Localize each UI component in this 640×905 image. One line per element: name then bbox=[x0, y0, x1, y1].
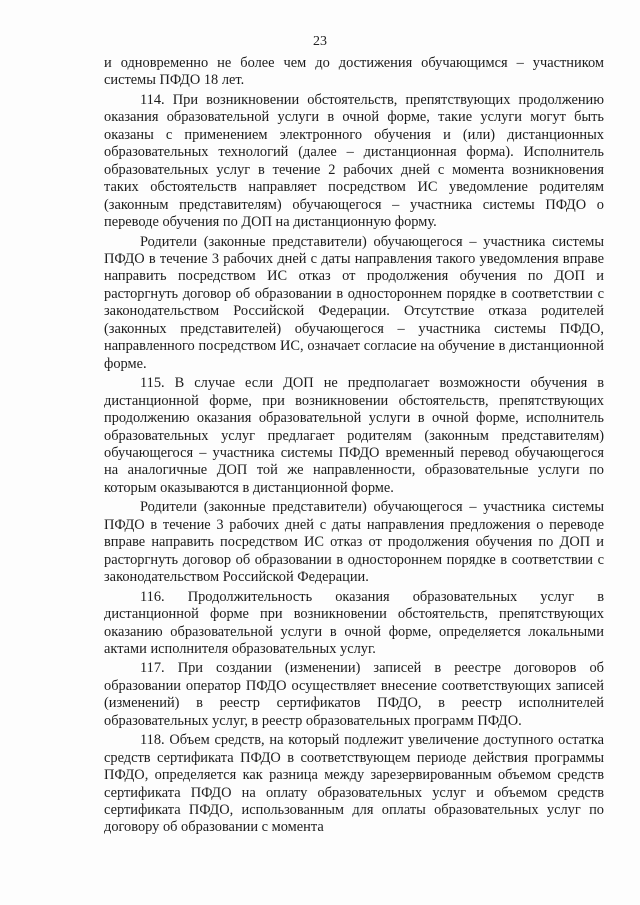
page-number: 23 bbox=[313, 34, 327, 49]
paragraph-115: 115. В случае если ДОП не предполагает возможности обучения в дистанционной форме, при возникновении обстоятельств, препятствующих продолжению оказания образовательной услуги в очной форме, исполнитель образовательных услуг предлагает родителям (законным представителям) обучающегося – участника системы ПФДО временный перевод обучающегося на аналогичные ДОП той же направленности, образовательные услуги по которым оказываются в дистанционной форме. bbox=[104, 375, 604, 496]
paragraph-114: 114. При возникновении обстоятельств, препятствующих продолжению оказания образовательной услуги в очной форме, такие услуги могут быть оказаны с применением электронного обучения и (или) дистанционных образовательных технологий (далее – дистанционная форма). Исполнитель образовательных услуг в течение 2 рабочих дней с момента возникновения таких обстоятельств направляет посредством ИС уведомление родителям (законным представителям) обучающегося – участника системы ПФДО о переводе обучения по ДОП на дистанционную форму. bbox=[104, 91, 604, 231]
paragraph-116: 116. Продолжительность оказания образовательных услуг в дистанционной форме при возникновении обстоятельств, препятствующих оказанию образовательной услуги в очной форме, определяется локальными актами исполнителя образовательных услуг. bbox=[104, 588, 604, 657]
paragraph-117: 117. При создании (изменении) записей в реестре договоров об образовании оператор ПФДО осуществляет внесение соответствующих записей (изменений) в реестр сертификатов ПФДО, в реестр исполнителей образовательных услуг, в реестр образовательных программ ПФДО. bbox=[104, 660, 604, 729]
paragraph-118: 118. Объем средств, на который подлежит увеличение доступного остатка средств сертификата ПФДО в соответствующем периоде действия программы ПФДО, определяется как разница между зарезервированным объемом средств сертификата ПФДО на оплату образовательных услуг и объемом средств сертификата ПФДО, использованным для оплаты образовательных услуг по договору об образовании с момента bbox=[104, 732, 604, 836]
paragraph-continuation: и одновременно не более чем до достижения обучающимся – участником системы ПФДО 18 лет. bbox=[104, 55, 604, 89]
paragraph-114-parents-refusal: Родители (законные представители) обучающегося – участника системы ПФДО в течение 3 рабочих дней с даты направления такого уведомления вправе направить посредством ИС отказ от продолжения обучения по ДОП и расторгнуть договор об образовании в одностороннем порядке в соответствии с законодательством Российской Федерации. Отсутствие отказа родителей (законных представителей) обучающегося – участника системы ПФДО, направленного посредством ИС, означает согласие на обучение в дистанционной форме. bbox=[104, 233, 604, 372]
paragraph-115-parents-refusal: Родители (законные представители) обучающегося – участника системы ПФДО в течение 3 рабочих дней с даты направления предложения о переводе вправе направить посредством ИС отказ от продолжения обучения по ДОП и расторгнуть договор об образовании в одностороннем порядке в соответствии с законодательством Российской Федерации. bbox=[104, 499, 604, 586]
document-body bbox=[104, 55, 604, 837]
